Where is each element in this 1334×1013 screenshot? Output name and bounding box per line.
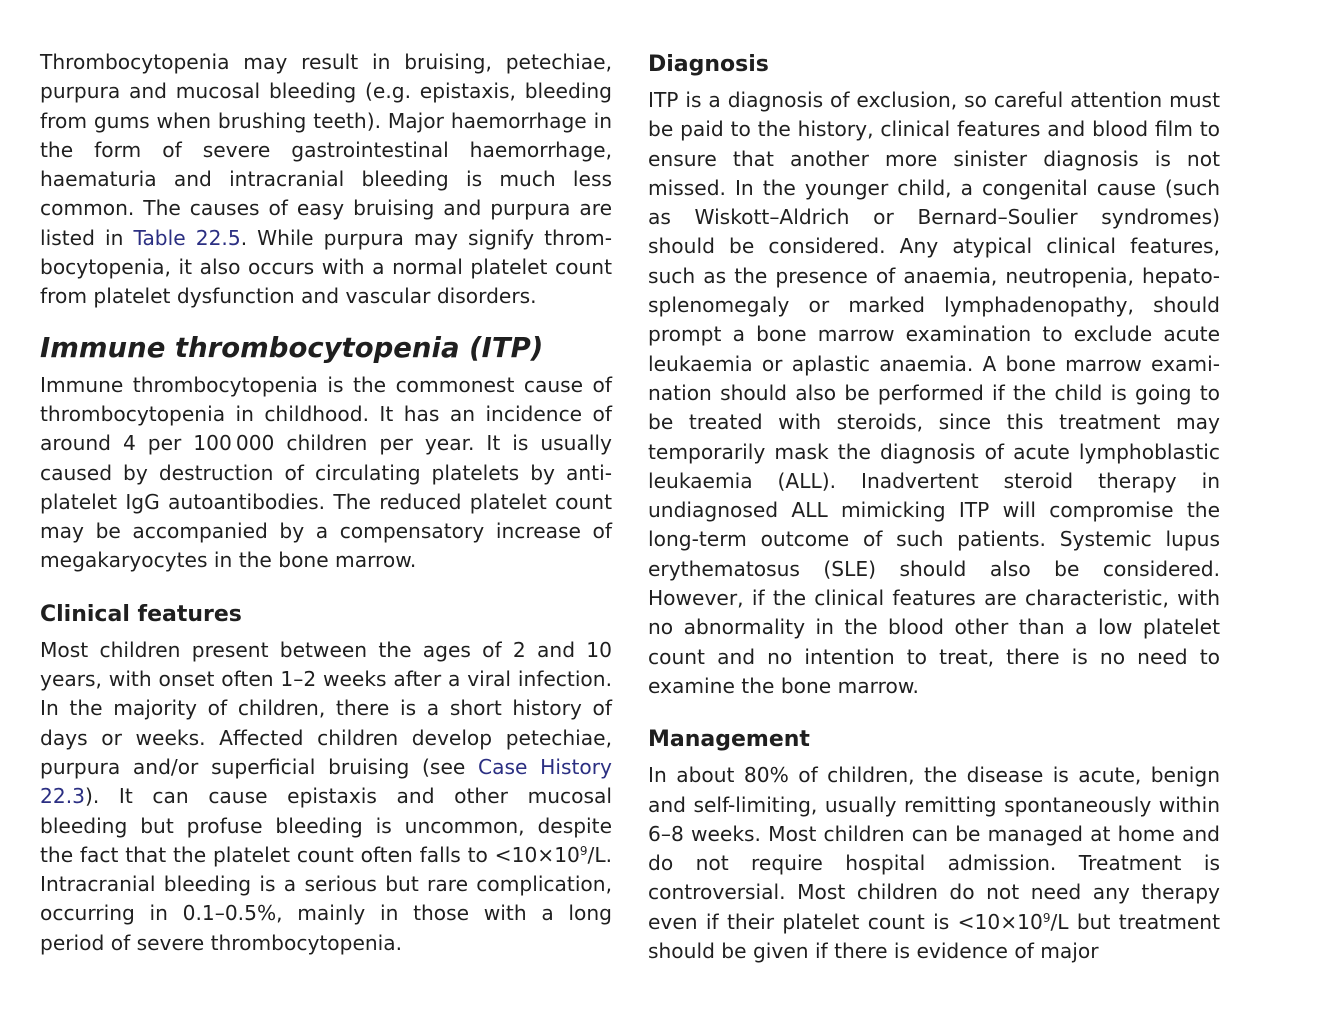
table-22-5-link[interactable]: Table 22.5 <box>133 225 241 250</box>
intro-paragraph <box>40 48 612 312</box>
clinical-features-heading: Clinical features <box>40 601 242 627</box>
intro-text: Thrombocytopenia may result in bruising, petechiae, purpura and mucosal bleeding (e.g. epistaxis, bleeding from gums when brushing teeth). Major haemorrhage in the form of severe gastrointestinal haemorrhage, haematuria and intracranial bleeding is much less common. The causes of easy bruising and purpura are listed in <box>40 50 612 250</box>
right-column <box>648 50 1220 966</box>
case-history-22-3-link[interactable]: Case History 22.3 <box>40 754 612 809</box>
diagnosis-heading: Diagnosis <box>648 52 769 77</box>
management-text-end: /L but treatment should be given if there is evidence of major <box>648 909 1220 964</box>
management-text: In about 80% of children, the disease is acute, benign and self-limiting, usually remitting spontaneously within 6–8 weeks. Most children can be managed at home and do not require hospital admission. Treatment is controversial. Most children do not need any therapy even if their platelet count is <10×10 <box>648 763 1220 934</box>
itp-paragraph: Immune thrombocytopenia is the commonest cause of thrombocytopenia in childhood. It has an incidence of around 4 per 100 000 children per year. It is usually caused by destruction of circulating platelets by antiplatelet IgG autoantibodies. The reduced platelet count may be accompanied by a compensatory increase of megakaryocytes in the bone marrow. <box>40 372 612 573</box>
management-heading: Management <box>648 727 810 753</box>
itp-heading: Immune thrombocytopenia (ITP) <box>40 331 544 364</box>
management-paragraph <box>648 761 1220 966</box>
exponent: 9 <box>1042 910 1051 925</box>
clinical-text: Most children present between the ages of 2 and 10 years, with onset often 1–2 weeks after a viral infection. In the majority of children, there is a short history of days or weeks. Affected children develop petechiae, purpura and/or superficial bruising (see <box>40 637 612 779</box>
exponent: 9 <box>579 843 588 858</box>
clinical-features-paragraph <box>40 636 612 958</box>
clinical-text-end: /L. Intracranial bleeding is a serious but rare complication, occurring in 0.1–0.5%, mainly in those with a long period of severe thrombocytopenia. <box>40 842 612 955</box>
intro-text-continued: . While purpura may signify thrombocytopenia, it also occurs with a normal platelet count from platelet dysfunction and vascular disorders. <box>40 225 612 309</box>
clinical-text-continued: ). It can cause epistaxis and other mucosal bleeding but profuse bleeding is uncommon, despite the fact that the platelet count often falls to <10×10 <box>40 784 612 867</box>
left-column <box>40 48 612 958</box>
diagnosis-paragraph: ITP is a diagnosis of exclusion, so careful attention must be paid to the history, clinical features and blood film to ensure that another more sinister diagnosis is not missed. In the younger child, a congenital cause (such as Wiskott–Aldrich or Bernard–Soulier syndromes) should be considered. Any atypical clinical features, such as the presence of anaemia, neutropenia, hepatosplenomegaly or marked lymphadenopathy, should prompt a bone marrow examination to exclude acute leukaemia or aplastic anaemia. A bone marrow examination should also be performed if the child is going to be treated with steroids, since this treatment may temporarily mask the diagnosis of acute lymphoblastic leukaemia (ALL). Inadvertent steroid therapy in undiagnosed ALL mimicking ITP will compromise the long-term outcome of such patients. Systemic lupus erythematosus (SLE) should also be considered. However, if the clinical features are characteristic, with no abnormality in the blood other than a low platelet count and no intention to treat, there is no need to examine the bone marrow. <box>648 88 1220 698</box>
